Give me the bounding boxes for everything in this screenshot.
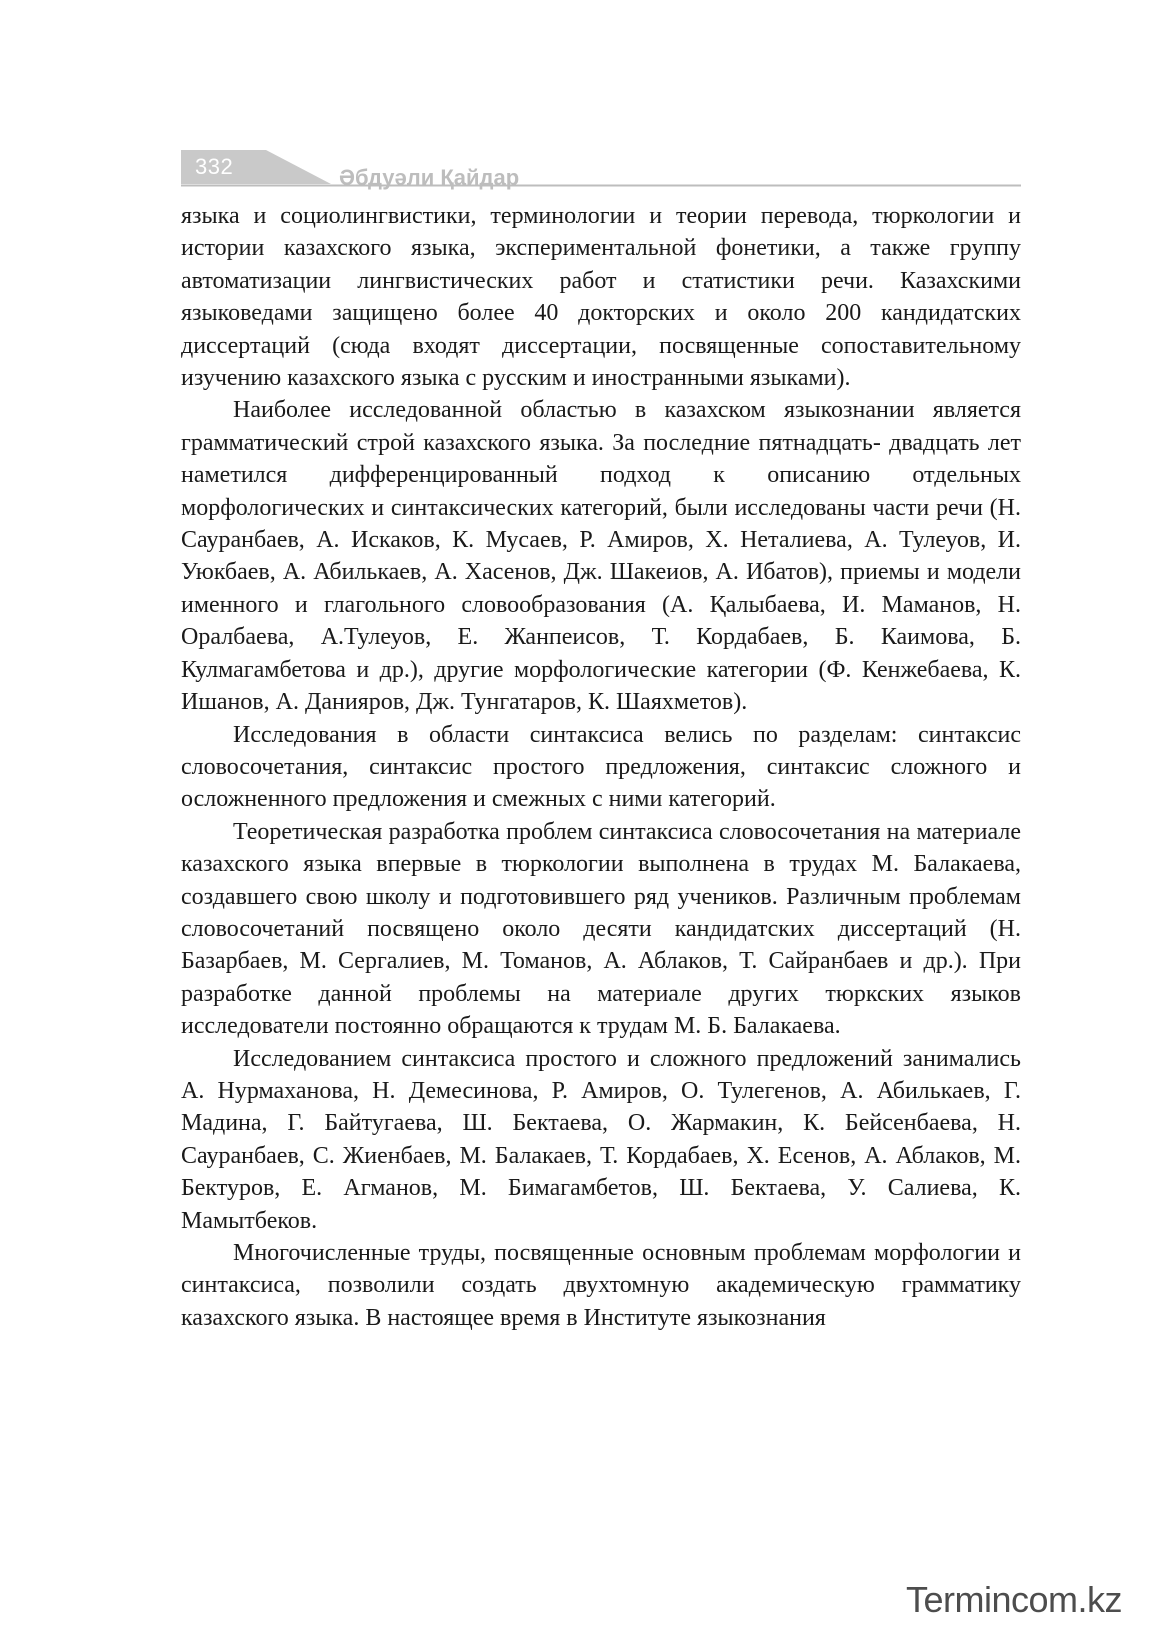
page-header xyxy=(181,150,1021,192)
site-watermark: Termincom.kz xyxy=(905,1579,1122,1620)
body-paragraph: Наиболее исследованной областью в казахском языкознании является грамматический строй казахского языка. За последние пятнадцать- двадцать лет наметился дифференцированный подход к описанию отдельных морфологических и синтаксических категорий, были исследованы части речи (Н. Сауранбаев, А. Искаков, К. Мусаев, Р. Амиров, Х. Неталиева, А. Тулеуов, И. Уюкбаев, А. Абилькаев, А. Хасенов, Дж. Шакеиов, А. Ибатов), приемы и модели именного и глагольного словообразования (А. Қалыбаева, И. Маманов, Н. Оралбаева, А.Тулеуов, Е. Жанпеисов, Т. Кордабаев, Б. Каимова, Б. Кулмагамбетова и др.), другие морфологические категории (Ф. Кенжебаева, К. Ишанов, А. Данияров, Дж. Тунгатаров, К. Шаяхметов). xyxy=(181,397,1021,716)
body-paragraph: Исследованием синтаксиса простого и сложного предложений занимались А. Нурмаханова, Н. Демесинова, Р. Амиров, О. Тулегенов, А. Абилькаев, Г. Мадина, Г. Байтугаева, Ш. Бектаева, О. Жармакин, К. Бейсенбаева, Н. Сауранбаев, С. Жиенбаев, М. Балакаев, Т. Кордабаев, Х. Есенов, А. Аблаков, М. Бектуров, Е. Агманов, М. Бимагамбетов, Ш. Бектаева, У. Салиева, К. Мамытбеков. xyxy=(181,1045,1021,1234)
body-text xyxy=(181,200,1021,1334)
body-paragraph: Теоретическая разработка проблем синтаксиса словосочетания на материале казахского языка впервые в тюркологии выполнена в трудах М. Балакаева, создавшего свою школу и подготовившего ряд учеников. Различным проблемам словосочетаний посвящено около десяти кандидатских диссертаций (Н. Базарбаев, М. Сергалиев, М. Томанов, А. Аблаков, Т. Сайранбаев и др.). При разработке данной проблемы на материале других тюркских языков исследователи постоянно обращаются к трудам М. Б. Балакаева. xyxy=(181,818,1021,1040)
body-paragraph: языка и социолингвистики, терминологии и теории перевода, тюркологии и истории казахского языка, экспериментальной фонетики, а также группу автоматизации лингвистических работ и статистики речи. Казахскими языковедами защищено более 40 докторских и около 200 кандидатских диссертаций (сюда входят диссертации, посвященные сопоставительному изучению казахского языка с русским и иностранными языками). xyxy=(181,203,1021,392)
header-banner-shape xyxy=(181,150,1021,192)
body-paragraph: Многочисленные труды, посвященные основным проблемам морфологии и синтаксиса, позволили создать двухтомную академическую грамматику казахского языка. В настоящее время в Институте языкознания xyxy=(181,1240,1021,1331)
body-paragraph: Исследования в области синтаксиса велись по разделам: синтаксис словосочетания, синтаксис простого предложения, синтаксис сложного и осложненного предложения и смежных с ними категорий. xyxy=(181,721,1021,813)
page-number: 332 xyxy=(195,154,234,179)
running-title: Әбдуәли Қайдар xyxy=(339,165,520,190)
